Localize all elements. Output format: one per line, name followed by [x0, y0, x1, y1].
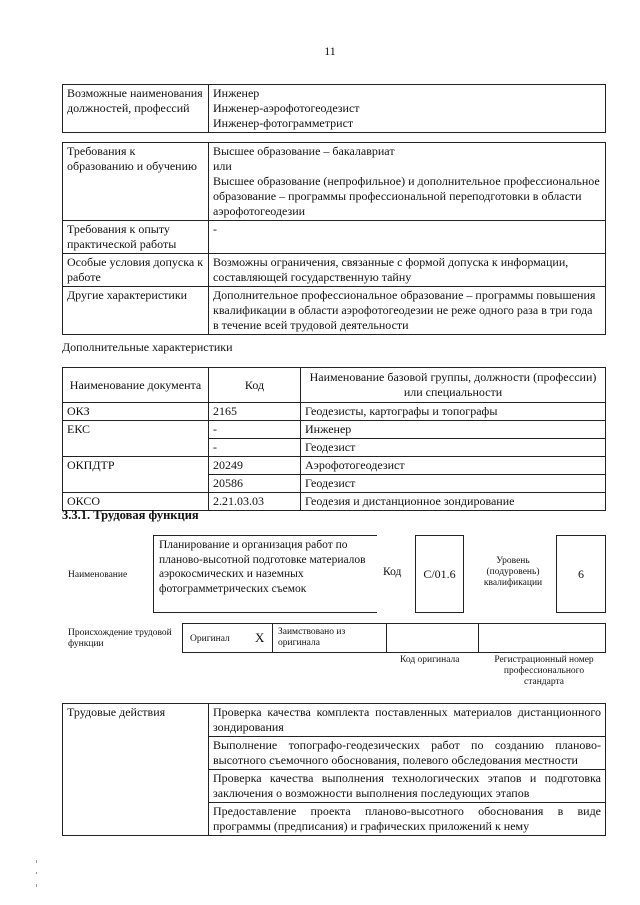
- function-name: Планирование и организация работ по планово-высотной подготовке материалов аэрокосмических и наземных фотограмметрических съемок: [153, 535, 377, 613]
- divider: [478, 623, 479, 653]
- divider: [272, 623, 273, 653]
- borrowed-label: Заимствовано из оригинала: [278, 627, 346, 648]
- header-document: Наименование документа: [63, 368, 209, 403]
- requirements-table: [62, 142, 606, 335]
- experience-value: -: [209, 221, 606, 254]
- actions-label: Трудовые действия: [63, 704, 209, 836]
- scan-mark: [36, 884, 37, 887]
- divider: [386, 623, 387, 653]
- group-cell: Геодезист: [301, 439, 606, 457]
- code-cell: 2.21.03.03: [209, 493, 301, 511]
- action-item: Выполнение топографо-геодезических работ по созданию планово-высотного съемочного обоснования, полевого обследования местности: [209, 737, 606, 770]
- admission-value: Возможны ограничения, связанные с формой допуска к информации, составляющей государственную тайну: [209, 254, 606, 287]
- code-cell: -: [209, 421, 301, 439]
- education-line: или: [213, 159, 232, 173]
- action-item: Проверка качества выполнения технологических этапов и подготовка заключения о возможности выполнения последующих этапов: [209, 770, 606, 803]
- table-row: [63, 457, 606, 475]
- header-code: Код: [209, 368, 301, 403]
- code-cell: 20249: [209, 457, 301, 475]
- doc-cell: ОКСО: [63, 493, 209, 511]
- group-cell: Инженер: [301, 421, 606, 439]
- level-label: Уровень (подуровень) квалификации: [483, 556, 543, 588]
- code-cell: 20586: [209, 475, 301, 493]
- other-label: Другие характеристики: [63, 287, 209, 335]
- code-cell: 2165: [209, 403, 301, 421]
- table-row: [63, 403, 606, 421]
- origin-row: [182, 623, 606, 653]
- position-item: Инженер-аэрофотогеодезист: [213, 101, 360, 115]
- additional-table: [62, 367, 606, 511]
- code-label: Код: [383, 566, 402, 578]
- qualification-level: 6: [556, 535, 606, 613]
- table-row: [63, 421, 606, 439]
- original-label: Оригинал: [190, 634, 230, 644]
- origin-label: Происхождение трудовой функции: [68, 628, 172, 649]
- experience-label: Требования к опыту практической работы: [63, 221, 209, 254]
- positions-label: Возможные наименования должностей, профессий: [63, 85, 209, 133]
- group-cell: Геодезисты, картографы и топографы: [301, 403, 606, 421]
- positions-table: [62, 84, 606, 133]
- doc-cell: ОКПДТР: [63, 457, 209, 493]
- scan-mark: [36, 872, 37, 874]
- group-cell: Геодезия и дистанционное зондирование: [301, 493, 606, 511]
- doc-cell: ОКЗ: [63, 403, 209, 421]
- position-item: Инженер: [213, 86, 260, 100]
- actions-table: [62, 703, 606, 836]
- group-cell: Геодезист: [301, 475, 606, 493]
- original-mark: X: [255, 630, 265, 645]
- admission-label: Особые условия допуска к работе: [63, 254, 209, 287]
- header-group: Наименование базовой группы, должности (профессии) или специальности: [301, 368, 606, 403]
- doc-cell: ЕКС: [63, 421, 209, 457]
- function-code: С/01.6: [415, 535, 464, 613]
- function-heading: 3.3.1. Трудовая функция: [62, 508, 199, 522]
- additional-heading: Дополнительные характеристики: [62, 340, 233, 354]
- position-item: Инженер-фотограмметрист: [213, 116, 354, 130]
- name-label: Наименование: [68, 570, 128, 580]
- action-item: Предоставление проекта планово-высотного обоснования в виде программы (предписания) и графических приложений к нему: [209, 803, 606, 836]
- scan-mark: [36, 860, 37, 863]
- reg-number-caption: Регистрационный номер профессионального стандарта: [494, 655, 594, 687]
- action-item: Проверка качества комплекта поставленных материалов дистанционного зондирования: [209, 704, 606, 737]
- code-cell: -: [209, 439, 301, 457]
- education-label: Требования к образованию и обучению: [63, 143, 209, 221]
- group-cell: Аэрофотогеодезист: [301, 457, 606, 475]
- education-line: Высшее образование – бакалавриат: [213, 144, 395, 158]
- other-value: Дополнительное профессиональное образование – программы повышения квалификации в области аэрофотогеодезии не реже одного раза в три года в течение всей трудовой деятельности: [209, 287, 606, 335]
- page-number: 11: [324, 44, 336, 58]
- code-original-caption: Код оригинала: [400, 655, 460, 665]
- education-line: Высшее образование (непрофильное) и дополнительное профессиональное образование – программы профессиональной переподготовки в области аэрофотогеодезии: [213, 174, 600, 218]
